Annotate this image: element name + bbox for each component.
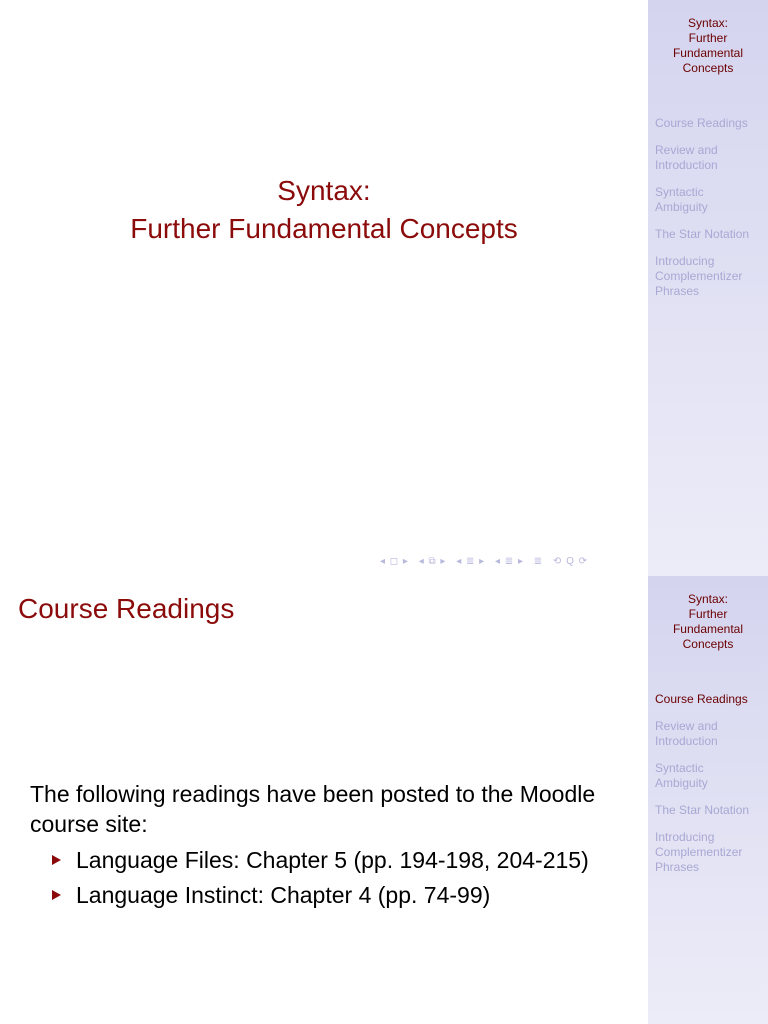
sidebar-title-line: Further (688, 607, 728, 621)
sidebar-item-complementizer-phrases[interactable] (655, 254, 765, 299)
sidebar (648, 0, 768, 576)
sidebar-item-label: Course Readings (655, 116, 748, 130)
sidebar-title-line: Concepts (682, 61, 734, 75)
sidebar-item-label: Course Readings (655, 692, 748, 706)
sidebar-item-label: Introduction (655, 158, 718, 172)
sidebar-title-line: Further (688, 31, 728, 45)
sidebar-title-line: Concepts (682, 637, 734, 651)
sidebar-item-review-and-introduction[interactable] (655, 143, 765, 173)
sidebar-item-label: Review and (655, 719, 718, 733)
bullet-triangle-icon (52, 890, 61, 900)
sidebar-item-syntactic-ambiguity[interactable] (655, 761, 765, 791)
sidebar-item-label: Phrases (655, 284, 700, 298)
title-line-1: Syntax: (277, 175, 371, 206)
sidebar-item-label: Complementizer (655, 845, 743, 859)
sidebar-item-label: The Star Notation (655, 803, 750, 817)
sidebar-item-label: The Star Notation (655, 227, 750, 241)
sidebar-item-star-notation[interactable] (655, 803, 765, 818)
sidebar-item-label: Ambiguity (655, 200, 708, 214)
title-line-2: Further Fundamental Concepts (130, 213, 518, 244)
sidebar-title-line: Fundamental (672, 46, 744, 60)
nav-appendix-icon[interactable]: ≣ (533, 556, 544, 567)
readings-list (30, 845, 630, 910)
sidebar-item-label: Introducing (655, 254, 715, 268)
bullet-triangle-icon (52, 855, 61, 865)
sidebar-item-label: Introducing (655, 830, 715, 844)
sidebar-title-line: Syntax: (687, 16, 729, 30)
sidebar-title[interactable] (648, 576, 768, 652)
sidebar-item-label: Complementizer (655, 269, 743, 283)
sidebar-title-line: Fundamental (672, 622, 744, 636)
sidebar-nav (648, 692, 768, 875)
sidebar-item-label: Syntactic (655, 761, 704, 775)
sidebar-item-label: Introduction (655, 734, 718, 748)
sidebar-item-review-and-introduction[interactable] (655, 719, 765, 749)
sidebar-title[interactable] (648, 0, 768, 76)
sidebar-item-complementizer-phrases[interactable] (655, 830, 765, 875)
nav-section-icon[interactable]: ◂ ≣ ▸ (456, 556, 486, 567)
intro-text: The following readings have been posted to the Moodle course site: (30, 781, 596, 837)
nav-subsection-icon[interactable]: ◂ ⧉ ▸ (418, 556, 447, 567)
sidebar-item-label: Ambiguity (655, 776, 708, 790)
sidebar-item-label: Review and (655, 143, 718, 157)
sidebar-item-course-readings[interactable] (655, 116, 765, 131)
sidebar-item-label: Phrases (655, 860, 700, 874)
sidebar-item-label: Syntactic (655, 185, 704, 199)
sidebar-item-course-readings[interactable] (655, 692, 765, 707)
list-item (52, 880, 630, 910)
sidebar (648, 576, 768, 1024)
nav-presentation-icon[interactable]: ◂ ≣ ▸ (494, 556, 524, 567)
beamer-navigation-bar (380, 556, 594, 567)
sidebar-nav (648, 116, 768, 299)
nav-frame-icon[interactable]: ◂ ◻ ▸ (380, 556, 409, 567)
list-item-text: Language Instinct: Chapter 4 (pp. 74-99) (76, 882, 491, 908)
sidebar-item-syntactic-ambiguity[interactable] (655, 185, 765, 215)
presentation-title (0, 172, 648, 248)
course-readings-slide (0, 576, 768, 1024)
frame-title: Course Readings (18, 593, 235, 624)
list-item (52, 845, 630, 875)
slide-body (30, 779, 630, 915)
sidebar-item-star-notation[interactable] (655, 227, 765, 242)
nav-search-icon[interactable]: ⟲ Q ⟳ (552, 556, 589, 567)
sidebar-title-line: Syntax: (687, 592, 729, 606)
list-item-text: Language Files: Chapter 5 (pp. 194-198, 204-215) (76, 847, 589, 873)
